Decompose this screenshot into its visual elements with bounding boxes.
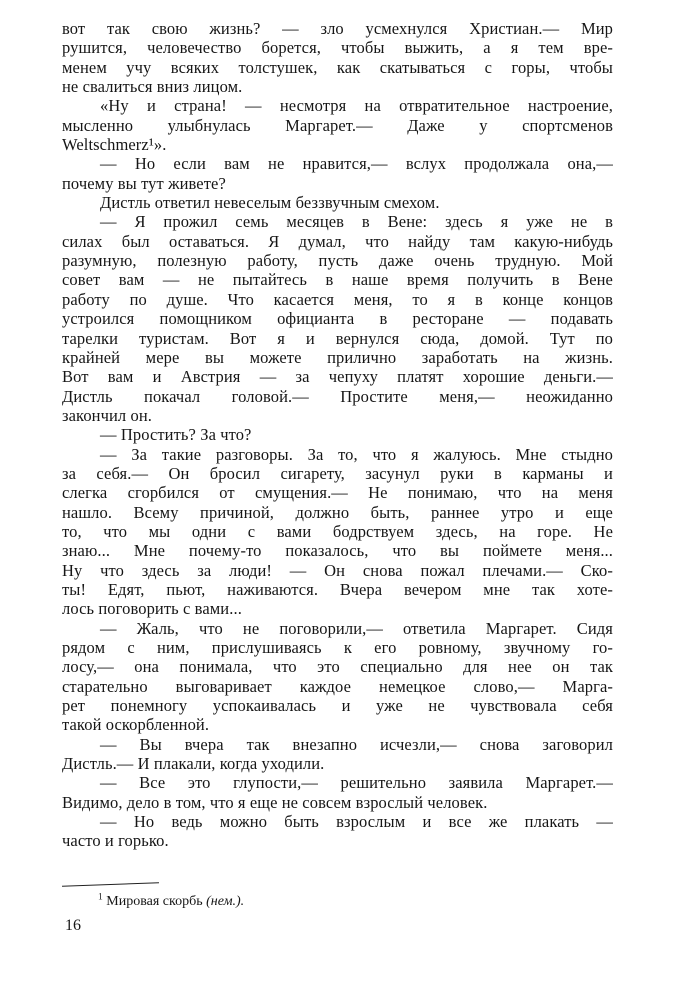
- paragraph: [62, 154, 613, 193]
- text-line: лосу,— она понимала, что это специально для нее он так: [62, 657, 613, 677]
- text-line: разумную, полезную работу, пусть даже очень трудную. Мой: [62, 251, 613, 271]
- text-line: — Но ведь можно быть взрослым и все же плакать —: [100, 812, 613, 832]
- text-line: нашло. Всему причиной, должно быть, раннее утро и еще: [62, 502, 613, 522]
- paragraph: [62, 735, 613, 774]
- footnote-text: Мировая скорбь: [102, 894, 207, 909]
- text-line: крайней мере вы можете прилично заработать на жизнь.: [62, 347, 613, 367]
- paragraph: [62, 425, 613, 444]
- text-line: Weltschmerz¹».: [62, 135, 167, 155]
- text-line: — Простить? За что?: [100, 425, 252, 445]
- paragraph: [62, 773, 613, 812]
- text-line: силах был оставаться. Я думал, что найду там какую-нибудь: [62, 231, 613, 251]
- text-line: Ну что здесь за люди! — Он снова пожал плечами.— Ско-: [62, 560, 613, 580]
- text-line: знаю... Мне почему-то показалось, что вы поймете меня...: [62, 541, 613, 561]
- text-line: тарелки туристам. Вот я и вернулся сюда, домой. Тут по: [62, 328, 613, 348]
- text-line: — Вы вчера так внезапно исчезли,— снова заговорил: [100, 734, 613, 754]
- text-line: менем учу всяких толстушек, как скатываться с горы, чтобы: [62, 57, 613, 77]
- text-line: — Я прожил семь месяцев в Вене: здесь я уже не в: [100, 212, 613, 232]
- text-line: закончил он.: [62, 405, 152, 425]
- text-line: часто и горько.: [62, 831, 169, 851]
- text-line: мысленно улыбнулась Маргарет.— Даже у спортсменов: [62, 115, 613, 135]
- footnote-language-note: (нем.).: [206, 894, 245, 909]
- text-line: Дистль покачал головой.— Простите меня,— неожиданно: [62, 386, 613, 406]
- text-line: рядом с ним, прислушиваясь к его ровному, звучному го-: [62, 638, 613, 657]
- paragraph: [62, 619, 613, 735]
- paragraph: [62, 19, 613, 96]
- text-line: совет вам — не пытайтесь в наше время получить в Вене: [62, 270, 613, 290]
- text-line: Видимо, дело в том, что я еще не совсем взрослый человек.: [62, 792, 488, 812]
- paragraph: [62, 812, 613, 851]
- paragraph: [62, 212, 613, 425]
- text-line: Дистль ответил невеселым беззвучным смехом.: [100, 193, 440, 213]
- footnote-marker: 1: [98, 892, 103, 903]
- text-line: то, что мы одни с вами бодрствуем здесь, на горе. Не: [62, 521, 613, 541]
- text-line: — За такие разговоры. За то, что я жалуюсь. Мне стыдно: [100, 444, 613, 464]
- paragraph: [62, 96, 613, 154]
- text-line: — Жаль, что не поговорили,— ответила Маргарет. Сидя: [100, 618, 613, 638]
- text-line: не свалиться вниз лицом.: [62, 77, 243, 97]
- paragraph: [62, 445, 613, 619]
- paragraph: [62, 193, 613, 212]
- text-line: ты! Едят, пьют, наживаются. Вчера вечером мне так хоте-: [62, 579, 613, 599]
- text-line: лось поговорить с вами...: [62, 599, 242, 619]
- footnote-divider: [62, 882, 159, 886]
- text-line: рушится, человечество борется, чтобы выжить, а я тем вре-: [62, 38, 613, 58]
- footnote: [62, 893, 613, 910]
- text-line: за себя.— Он бросил сигарету, засунул руки в карманы и: [62, 463, 613, 483]
- text-line: — Все это глупости,— решительно заявила Маргарет.—: [100, 773, 613, 793]
- text-line: такой оскорбленной.: [62, 715, 210, 735]
- text-line: почему вы тут живете?: [62, 173, 226, 193]
- text-line: Вот вам и Австрия — за чепуху платят хорошие деньги.—: [62, 367, 613, 387]
- text-line: слегка сгорбился от смущения.— Не понимаю, что на меня: [62, 483, 613, 503]
- text-line: Дистль.— И плакали, когда уходили.: [62, 754, 325, 774]
- text-line: вот так свою жизнь? — зло усмехнулся Христиан.— Мир: [62, 19, 613, 38]
- page-number: 16: [65, 917, 81, 934]
- body-text: [62, 19, 613, 851]
- text-line: старательно выговаривает каждое немецкое слово,— Марга-: [62, 676, 613, 696]
- text-line: — Но если вам не нравится,— вслух продолжала она,—: [100, 154, 613, 174]
- text-line: рет понемногу успокаивалась и уже не чувствовала себя: [62, 696, 613, 716]
- text-line: работу по душе. Что касается меня, то я в конце концов: [62, 289, 613, 309]
- text-line: «Ну и страна! — несмотря на отвратительное настроение,: [100, 96, 613, 116]
- text-line: устроился помощником официанта в ресторане — подавать: [62, 309, 613, 329]
